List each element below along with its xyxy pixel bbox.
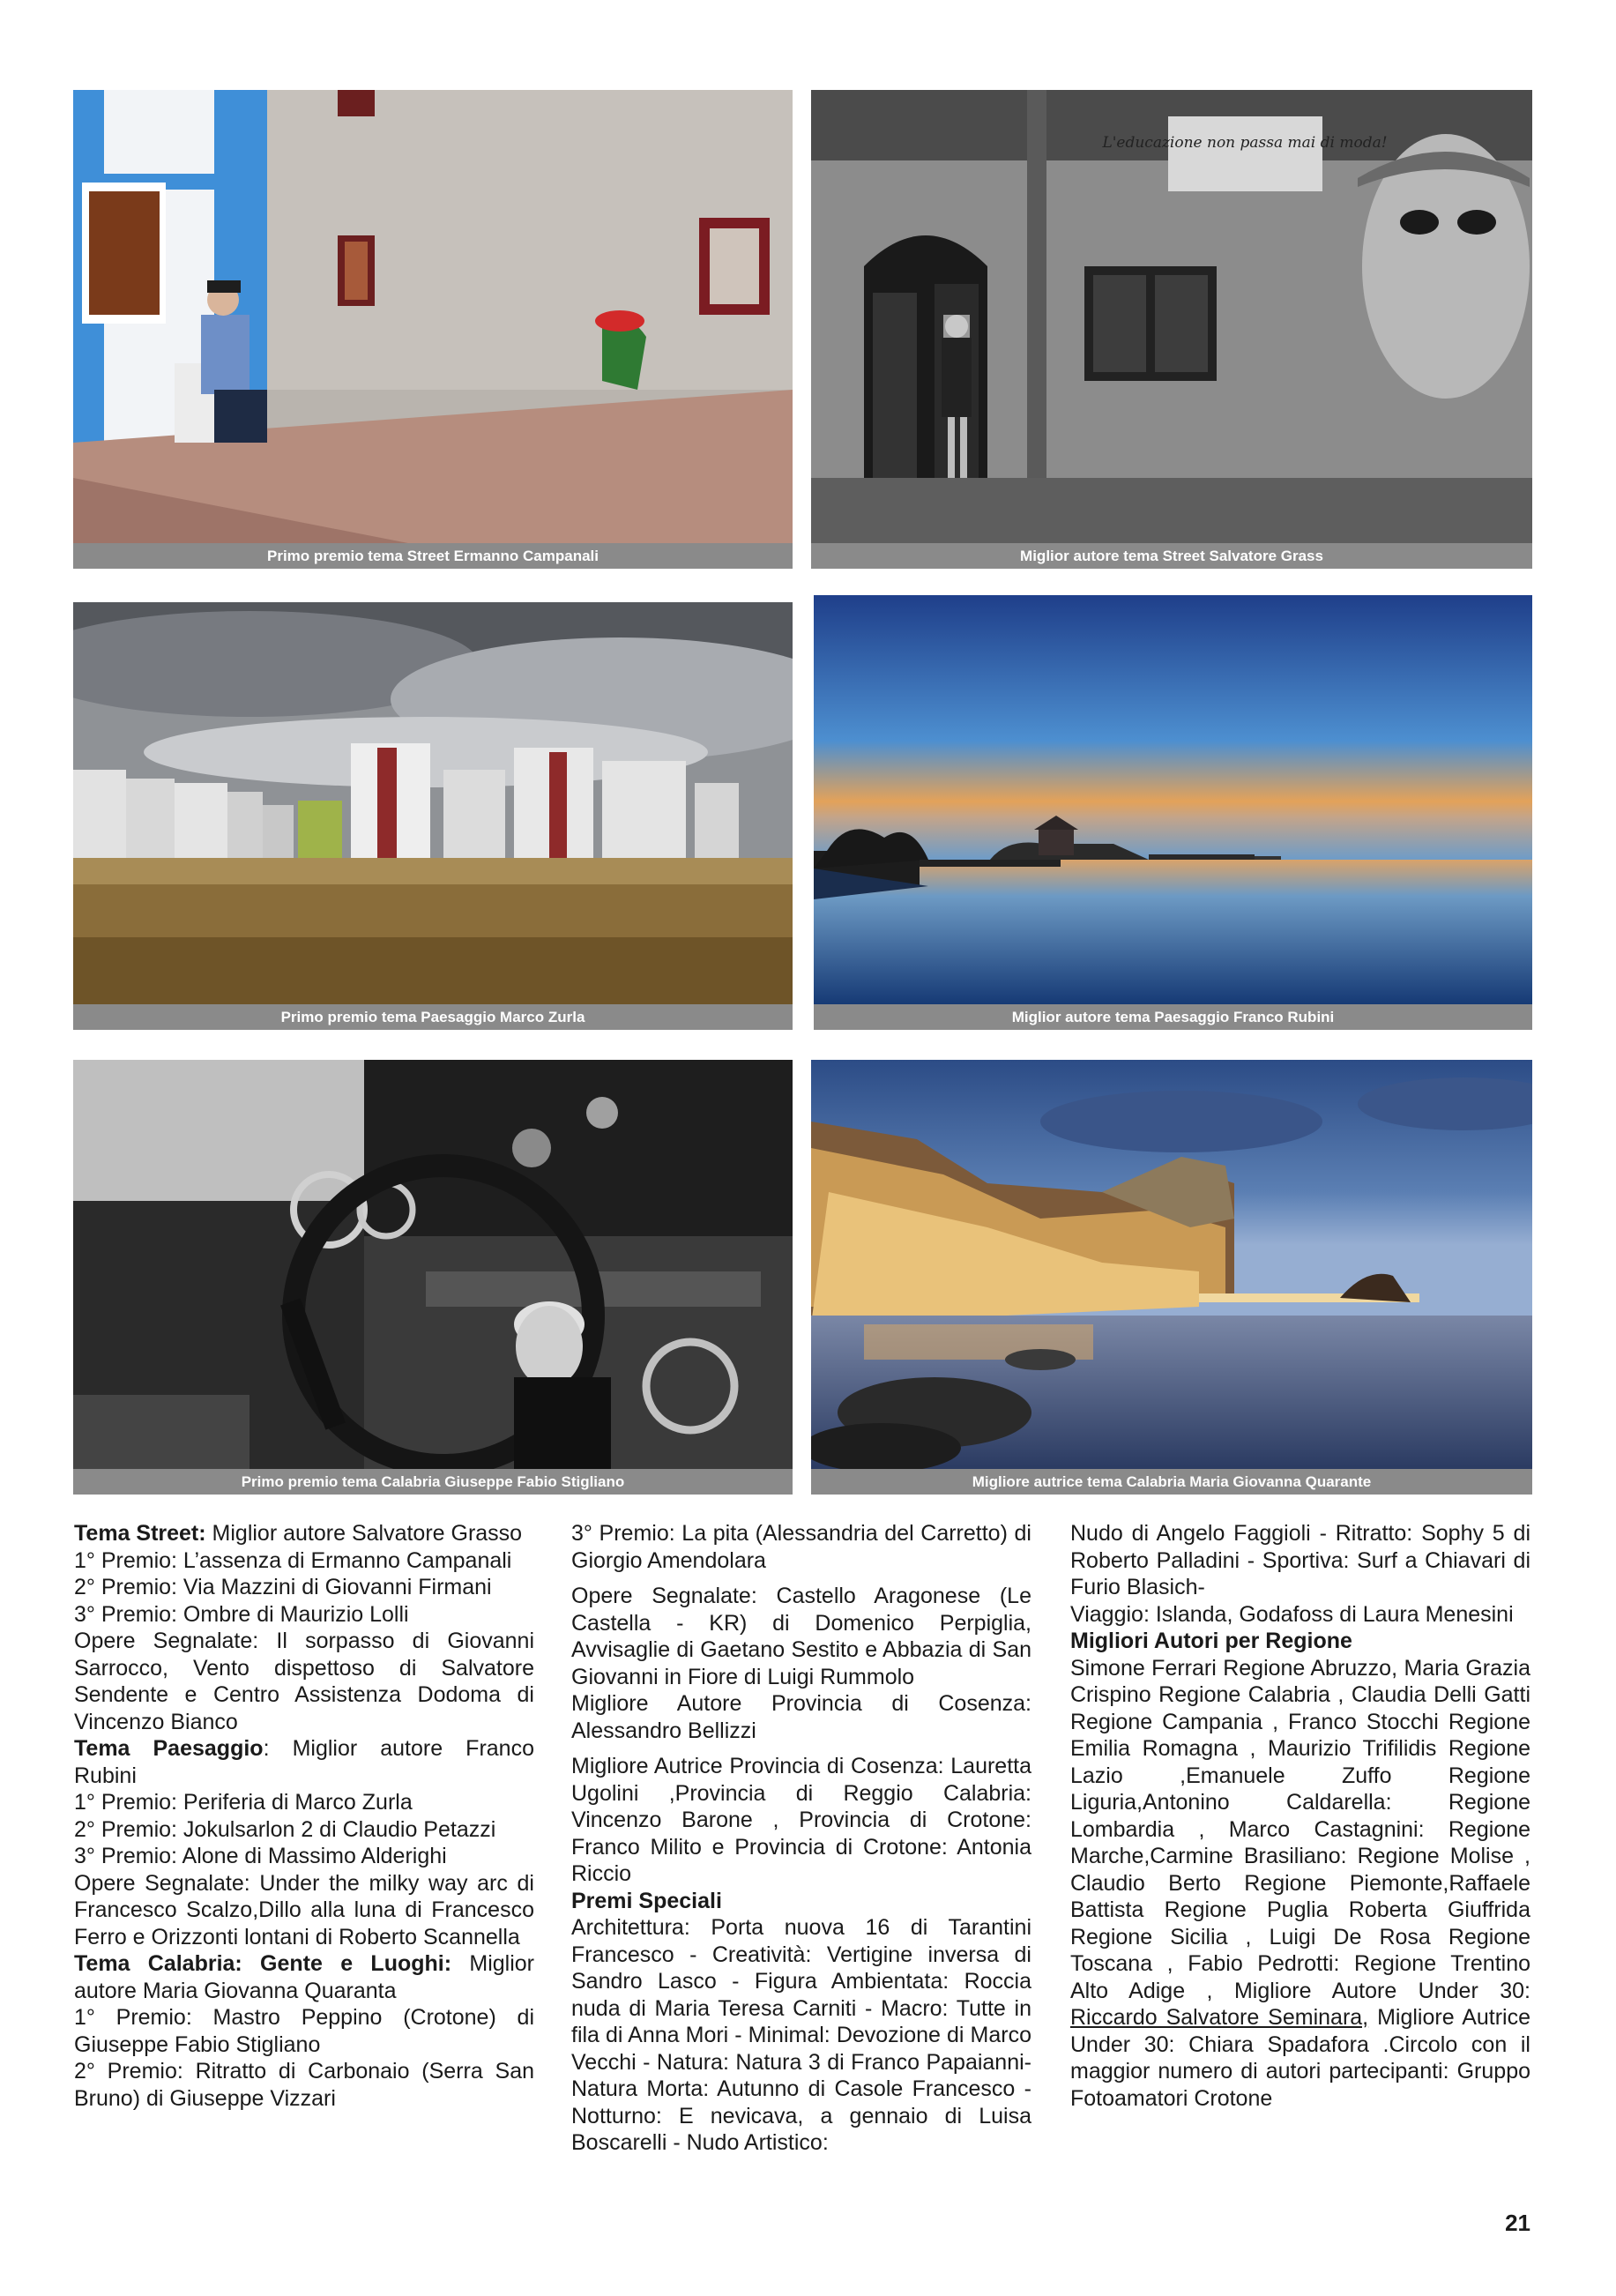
street-honorable-mentions: Opere Segnalate: Il sorpasso di Giovanni Sarrocco, Vento dispettoso di Salvatore Sendente e Centro Assistenza Dodoma di Vincenzo Bianco: [74, 1629, 534, 1734]
regional-winners: [1070, 1655, 1530, 2113]
calabria-heading: Tema Calabria: Gente e Luoghi:: [74, 1951, 452, 1976]
regional-heading: [1070, 1628, 1530, 1655]
best-female-author-provinces: Migliore Autrice Provincia di Cosenza: Lauretta Ugolini ,Provincia di Reggio Calabria: Vincenzo Barone , Provincia di Crotone: Franco Milito e Provincia di Crotone: Antonia Riccio: [571, 1754, 1031, 1886]
photo-street-first-prize-caption: Primo premio tema Street Ermanno Campanali: [73, 543, 793, 569]
photo-landscape-best-author: [814, 595, 1532, 1004]
photo-landscape-first-prize-caption: Primo premio tema Paesaggio Marco Zurla: [73, 1004, 793, 1030]
regional-winners-list: Simone Ferrari Regione Abruzzo, Maria Grazia Crispino Regione Calabria , Claudia Delli Gatti Regione Campania , Franco Stocchi Regione Emilia Romagna , Maurizio Trifilidis Regione Lazio ,Emanuele Zuffo Regione Liguria,Antonino Caldarella: Regione Lombardia , Marco Castagnini: Regione Marche,Carmine Brasiliano: Regione Molise , Claudio Berto Regione Piemonte,Raffaele Battista Regione Puglia Roberta Giuffrida Regione Sicilia , Luigi De Rosa Regione Toscana , Fabio Pedrotti: Regione Trentino Alto Adige , Migliore Autore Under 30:: [1070, 1655, 1530, 2003]
text-column-1: [74, 1520, 534, 2112]
landscape-heading: Tema Paesaggio: [74, 1736, 264, 1761]
photo-landscape-first-prize: [73, 602, 793, 1004]
photo-street-first-prize-image: [73, 90, 793, 543]
photo-calabria-best-author-image: [811, 1060, 1532, 1469]
calabria-honorable-mentions: Opere Segnalate: Castello Aragonese (Le Castella - KR) di Domenico Perpiglia, Avvisaglie di Gaetano Sestito e Abbazia di San Giovanni in Fiore di Luigi Rummolo: [571, 1584, 1031, 1689]
photo-calabria-best-author: [811, 1060, 1532, 1469]
special-prizes-heading: [571, 1888, 1031, 1915]
special-prizes-title: Premi Speciali: [571, 1888, 722, 1913]
landscape-third-prize: 3° Premio: Alone di Massimo Alderighi: [74, 1844, 447, 1868]
street-second-prize: 2° Premio: Via Mazzini di Giovanni Firmani: [74, 1575, 492, 1599]
special-prizes-list: Architettura: Porta nuova 16 di Tarantini Francesco - Creatività: Vertigine inversa di Sandro Lasco - Figura Ambientata: Roccia nuda di Maria Teresa Carniti - Macro: Tutte in fila di Anna Mori - Minimal: Devozione di Marco Vecchi - Natura: Natura 3 di Franco Papaianni- Natura Morta: Autunno di Casole Francesco -Notturno: E nevicava, a gennaio di Luisa Boscarelli - Nudo Artistico:: [571, 1915, 1031, 2155]
photo-calabria-first-prize: [73, 1060, 793, 1469]
landscape-honorable-mentions: Opere Segnalate: Under the milky way arc di Francesco Scalzo,Dillo alla luna di Francesco Ferro e Orizzonti lontani di Roberto Scannella: [74, 1870, 534, 1949]
street-heading: Tema Street:: [74, 1521, 206, 1546]
photo-street-best-author-image: [811, 90, 1532, 543]
photo-calabria-first-prize-image: [73, 1060, 793, 1469]
best-author-cosenza: Migliore Autore Provincia di Cosenza: Alessandro Bellizzi: [571, 1691, 1031, 1743]
photo-street-best-author: [811, 90, 1532, 543]
street-first-prize: 1° Premio: L’assenza di Ermanno Campanali: [74, 1547, 512, 1573]
special-prizes-continued: Nudo di Angelo Faggioli - Ritratto: Sophy 5 di Roberto Palladini - Sportiva: Surf a Chiavari di Furio Blasich-: [1070, 1521, 1530, 1599]
photo-landscape-first-prize-image: [73, 602, 793, 1004]
photo-landscape-best-author-caption: Miglior autore tema Paesaggio Franco Rubini: [814, 1004, 1532, 1030]
street-third-prize: 3° Premio: Ombre di Maurizio Lolli: [74, 1601, 409, 1627]
street-best-paragraph: [74, 1520, 534, 1547]
landscape-first-prize: 1° Premio: Periferia di Marco Zurla: [74, 1790, 413, 1815]
calabria-first-prize: 1° Premio: Mastro Peppino (Crotone) di Giuseppe Fabio Stigliano: [74, 2005, 534, 2057]
photo-calabria-best-author-caption: Migliore autrice tema Calabria Maria Giovanna Quarante: [811, 1469, 1532, 1495]
travel-prize: Viaggio: Islanda, Godafoss di Laura Menesini: [1070, 1601, 1514, 1627]
photo-street-best-author-caption: Miglior autore tema Street Salvatore Grass: [811, 543, 1532, 569]
landscape-second-prize: 2° Premio: Jokulsarlon 2 di Claudio Petazzi: [74, 1816, 496, 1842]
photo-calabria-first-prize-caption: Primo premio tema Calabria Giuseppe Fabio Stigliano: [73, 1469, 793, 1495]
calabria-third-prize: 3° Premio: La pita (Alessandria del Carretto) di Giorgio Amendolara: [571, 1521, 1031, 1573]
regional-title: Migliori Autori per Regione: [1070, 1629, 1352, 1653]
mural-text: L'educazione non passa mai di moda!: [1102, 134, 1388, 152]
regional-winners-end: Migliore Autrice Under 30: Chiara Spadafora .Circolo con il maggior numero di autori partecipanti: Gruppo Fotoamatori Crotone: [1070, 2005, 1531, 2111]
under30-male-winner: Riccardo Salvatore Seminara,: [1070, 2005, 1369, 2030]
calabria-best-author: Miglior autore Maria Giovanna Quaranta: [74, 1951, 534, 2003]
calabria-best-paragraph: [74, 1950, 534, 2004]
page-number: 21: [1505, 2210, 1530, 2236]
landscape-best-paragraph: [74, 1735, 534, 1789]
landscape-best-author: : Miglior autore Franco Rubini: [74, 1736, 534, 1788]
photo-street-first-prize: [73, 90, 793, 543]
photo-landscape-best-author-image: [814, 595, 1532, 1004]
text-column-2: [571, 1520, 1031, 2157]
street-best-author: Miglior autore Salvatore Grasso: [205, 1521, 523, 1546]
calabria-second-prize: 2° Premio: Ritratto di Carbonaio (Serra San Bruno) di Giuseppe Vizzari: [74, 2059, 534, 2111]
text-column-3: [1070, 1520, 1530, 2112]
